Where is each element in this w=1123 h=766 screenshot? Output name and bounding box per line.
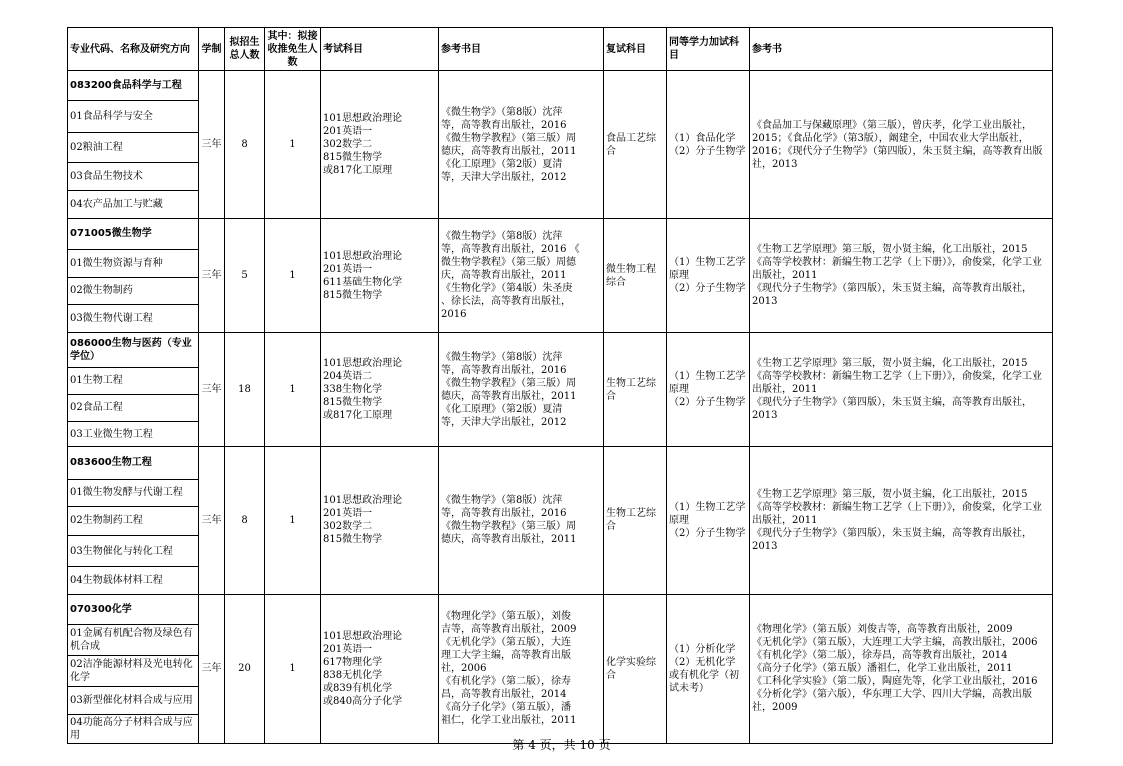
page-footer: 第 4 页，共 10 页 (512, 738, 611, 752)
reference-books-line: 昌，高等教育出版社，2014 (441, 689, 567, 701)
reference-books-line: 等，天津大学出版社，2012 (441, 171, 567, 183)
additional-exam-line: （1）生物工艺学原理 (669, 501, 746, 526)
additional-exam-line: （1）生物工艺学原理 (669, 257, 746, 282)
additional-exam (667, 447, 750, 594)
exam-subjects-line: 或817化工原理 (323, 165, 393, 177)
program-duration: 三年 (199, 333, 225, 447)
exam-subjects (321, 594, 439, 743)
additional-exam-line: （1）食品化学 (669, 132, 736, 144)
reference-books-line: 等，高等教育出版社，2016 (441, 119, 567, 131)
reference-list-line: 《生物工艺学原理》第三版，贺小贤主编，化工出版社，2015 (752, 358, 1028, 370)
reference-books-line: 等，高等教育出版社，2016 (441, 364, 567, 376)
reference-books-line: 社，2006 (441, 663, 487, 675)
header-exempt: 其中：拟接收推免生人数 (265, 28, 321, 71)
reference-books-line: 《物理化学》（第五版），刘俊 (441, 611, 571, 623)
program-code-name: 070300化学 (68, 594, 199, 624)
research-direction: 01微生物资源与育种 (68, 249, 199, 277)
program-duration: 三年 (199, 71, 225, 219)
additional-exam-line: 试未考） (669, 682, 709, 694)
reference-books-line: 等，高等教育出版社，2016 (441, 508, 567, 520)
reference-list-line: 《有机化学》（第二版），徐寿昌，高等教育出版社，2014 (752, 650, 1008, 662)
reference-books-line: 理工大学主编，高等教育出版 (441, 650, 571, 662)
program-total-enrollment: 5 (225, 219, 265, 333)
reference-books-line: 《微生物学》（第8版）沈萍 (441, 106, 563, 118)
reference-books-line: 《微生物学》（第8版）沈萍 (441, 495, 563, 507)
exam-subjects-line: 815微生物学 (323, 534, 383, 546)
retest-subject: 食品工艺综合 (604, 71, 667, 219)
reference-books-line: 庆，高等教育出版社，2011 (441, 270, 567, 282)
program-total-enrollment: 18 (225, 333, 265, 447)
exam-subjects-line: 201英语一 (323, 126, 373, 138)
research-direction: 01食品科学与安全 (68, 101, 199, 132)
reference-books-line: 德庆，高等教育出版社，2011 (441, 390, 577, 402)
research-direction: 04农产品加工与贮藏 (68, 191, 199, 219)
header-additional-exam: 同等学力加试科目 (667, 28, 750, 71)
reference-list (750, 594, 1053, 743)
exam-subjects-line: 101思想政治理论 (323, 250, 403, 262)
exam-subjects-line: 302数学二 (323, 139, 373, 151)
reference-list-line: 《高等学校教材：新编生物工艺学（上下册）》，俞俊棠，化学工业出版社，2011 (752, 257, 1042, 282)
reference-list-line: 《食品加工与保藏原理》（第三版），曾庆孝，化学工业出版社，2015；《食品化学》（第3版），阚建全，中国农业大学出版社，2016；《现代分子生物学》（第四版），朱玉贤主编，高等教育出版社，2013 (752, 119, 1043, 170)
reference-books-line: 《无机化学》（第五版），大连 (441, 637, 571, 649)
exam-subjects-line: 101思想政治理论 (323, 495, 403, 507)
reference-list-line: 《高分子化学》（第五版）潘祖仁，化学工业出版社，2011 (752, 663, 1013, 675)
header-exam-subjects: 考试科目 (321, 28, 439, 71)
program-exempt-count: 1 (265, 333, 321, 447)
program-exempt-count: 1 (265, 219, 321, 333)
program-row (68, 219, 1053, 249)
research-direction: 04功能高分子材料合成与应用 (68, 714, 199, 743)
reference-books (439, 447, 604, 594)
reference-books-line: 《化工原理》（第2版）夏清 (441, 158, 563, 170)
exam-subjects-line: 611基础生物化学 (323, 276, 403, 288)
exam-subjects-line: 617物理化学 (323, 656, 383, 668)
additional-exam (667, 333, 750, 447)
research-direction: 03生物催化与转化工程 (68, 536, 199, 567)
exam-subjects-line: 201英语一 (323, 263, 373, 275)
reference-list-line: 《生物工艺学原理》第三版，贺小贤主编，化工出版社，2015 (752, 244, 1028, 256)
reference-list-line: 《无机化学》（第五版），大连理工大学主编，高教出版社，2006 (752, 637, 1038, 649)
retest-subject: 化学实验综合 (604, 594, 667, 743)
exam-subjects-line: 815微生物学 (323, 397, 383, 409)
research-direction: 03食品生物技术 (68, 162, 199, 190)
reference-books-line: 微生物学教程》（第三版）周德 (441, 257, 576, 269)
program-row (68, 447, 1053, 479)
reference-list-line: 《现代分子生物学》（第四版），朱玉贤主编，高等教育出版社，2013 (752, 527, 1032, 552)
reference-books-line: 吉等，高等教育出版社，2009 (441, 624, 577, 636)
research-direction: 01金属有机配合物及绿色有机合成 (68, 624, 199, 655)
reference-list (750, 219, 1053, 333)
research-direction: 02食品工程 (68, 394, 199, 421)
research-direction: 02生物制药工程 (68, 506, 199, 535)
reference-books-line: 、徐长法，高等教育出版社， (441, 296, 571, 308)
reference-books-line: 德庆，高等教育出版社，2011 (441, 145, 577, 157)
reference-list-line: 《工科化学实验》（第二版），陶庭先等，化学工业出版社，2016 (752, 676, 1038, 688)
exam-subjects-line: 或817化工原理 (323, 410, 393, 422)
header-reference-books: 参考书目 (439, 28, 604, 71)
program-code-name: 086000生物与医药（专业学位） (68, 333, 199, 367)
exam-subjects-line: 101思想政治理论 (323, 630, 403, 642)
reference-books-line: 《微生物学教程》（第三版）周 (441, 132, 576, 144)
exam-subjects-line: 101思想政治理论 (323, 358, 403, 370)
reference-list-line: 《现代分子生物学》（第四版），朱玉贤主编，高等教育出版社，2013 (752, 397, 1032, 422)
exam-subjects-line: 201英语一 (323, 643, 373, 655)
program-exempt-count: 1 (265, 71, 321, 219)
additional-exam-line: （2）分子生物学 (669, 527, 746, 539)
reference-books-line: 2016 (441, 309, 467, 321)
reference-books-line: 《微生物学》（第8版）沈萍 (441, 231, 563, 243)
program-duration: 三年 (199, 594, 225, 743)
research-direction: 02洁净能源材料及光电转化化学 (68, 656, 199, 687)
exam-subjects-line: 302数学二 (323, 521, 373, 533)
reference-books-line: 《微生物学教程》（第三版）周 (441, 521, 576, 533)
reference-books (439, 71, 604, 219)
additional-exam-line: 或有机化学（初 (669, 669, 739, 681)
exam-subjects (321, 447, 439, 594)
exam-subjects-line: 338生物化学 (323, 384, 383, 396)
research-direction: 03微生物代谢工程 (68, 305, 199, 333)
admission-table (67, 27, 1053, 744)
reference-books-line: 等，天津大学出版社，2012 (441, 416, 567, 428)
program-exempt-count: 1 (265, 447, 321, 594)
reference-books-line: 德庆，高等教育出版社，2011 (441, 534, 577, 546)
exam-subjects-line: 101思想政治理论 (323, 113, 403, 125)
reference-books (439, 219, 604, 333)
reference-books-line: 《高分子化学》（第五版），潘 (441, 702, 571, 714)
additional-exam (667, 71, 750, 219)
program-total-enrollment: 20 (225, 594, 265, 743)
exam-subjects-line: 815微生物学 (323, 152, 383, 164)
reference-books (439, 333, 604, 447)
additional-exam-line: （1）生物工艺学原理 (669, 371, 746, 396)
header-references: 参考书 (750, 28, 1053, 71)
research-direction: 04生物载体材料工程 (68, 567, 199, 594)
reference-list-line: 《高等学校教材：新编生物工艺学（上下册）》，俞俊棠，化学工业出版社，2011 (752, 501, 1042, 526)
header-total: 拟招生总人数 (225, 28, 265, 71)
program-code-name: 083200食品科学与工程 (68, 71, 199, 101)
exam-subjects-line: 838无机化学 (323, 669, 383, 681)
additional-exam-line: （2）分子生物学 (669, 145, 746, 157)
additional-exam (667, 219, 750, 333)
exam-subjects-line: 201英语一 (323, 508, 373, 520)
reference-books-line: 《生物化学》（第4版）朱圣庚 (441, 283, 573, 295)
header-retest-subject: 复试科目 (604, 28, 667, 71)
research-direction: 01微生物发酵与代谢工程 (68, 479, 199, 506)
exam-subjects-line: 815微生物学 (323, 289, 383, 301)
research-direction: 03工业微生物工程 (68, 422, 199, 447)
program-total-enrollment: 8 (225, 71, 265, 219)
reference-books-line: 《微生物学》（第8版）沈萍 (441, 351, 563, 363)
exam-subjects-line: 或840高分子化学 (323, 695, 403, 707)
program-duration: 三年 (199, 219, 225, 333)
research-direction: 03新型催化材料合成与应用 (68, 687, 199, 714)
reference-list-line: 《分析化学》（第六版），华东理工大学、四川大学编，高教出版社，2009 (752, 689, 1032, 714)
header-duration: 学制 (199, 28, 225, 71)
additional-exam (667, 594, 750, 743)
exam-subjects-line: 或839有机化学 (323, 682, 393, 694)
program-row (68, 71, 1053, 101)
program-row (68, 333, 1053, 367)
program-row (68, 594, 1053, 624)
research-direction: 02粮油工程 (68, 132, 199, 162)
program-exempt-count: 1 (265, 594, 321, 743)
reference-books-line: 祖仁，化学工业出版社，2011 (441, 715, 577, 727)
reference-books-line: 《微生物学教程》（第三版）周 (441, 377, 576, 389)
retest-subject: 生物工艺综合 (604, 333, 667, 447)
program-code-name: 071005微生物学 (68, 219, 199, 249)
exam-subjects (321, 71, 439, 219)
exam-subjects (321, 333, 439, 447)
exam-subjects-line: 204英语二 (323, 371, 373, 383)
reference-books-line: 等，高等教育出版社，2016 《 (441, 244, 580, 256)
reference-list-line: 《物理化学》（第五版）刘俊吉等，高等教育出版社，2009 (752, 624, 1013, 636)
additional-exam-line: （2）分子生物学 (669, 397, 746, 409)
research-direction: 01生物工程 (68, 367, 199, 394)
exam-subjects (321, 219, 439, 333)
research-direction: 02微生物制药 (68, 277, 199, 304)
reference-list-line: 《高等学校教材：新编生物工艺学（上下册）》，俞俊棠，化学工业出版社，2011 (752, 371, 1042, 396)
reference-list (750, 71, 1053, 219)
reference-books-line: 《化工原理》（第2版）夏清 (441, 403, 563, 415)
program-duration: 三年 (199, 447, 225, 594)
additional-exam-line: （1）分析化学 (669, 643, 736, 655)
reference-list (750, 333, 1053, 447)
reference-books (439, 594, 604, 743)
reference-books-line: 《有机化学》（第二版），徐寿 (441, 676, 571, 688)
retest-subject: 微生物工程综合 (604, 219, 667, 333)
header-program: 专业代码、名称及研究方向 (68, 28, 199, 71)
program-total-enrollment: 8 (225, 447, 265, 594)
additional-exam-line: （2）分子生物学 (669, 283, 746, 295)
retest-subject: 生物工艺综合 (604, 447, 667, 594)
additional-exam-line: （2）无机化学 (669, 656, 736, 668)
program-code-name: 083600生物工程 (68, 447, 199, 479)
reference-list (750, 447, 1053, 594)
reference-list-line: 《现代分子生物学》（第四版），朱玉贤主编，高等教育出版社，2013 (752, 283, 1032, 308)
reference-list-line: 《生物工艺学原理》第三版，贺小贤主编，化工出版社，2015 (752, 488, 1028, 500)
header-row (68, 28, 1053, 71)
